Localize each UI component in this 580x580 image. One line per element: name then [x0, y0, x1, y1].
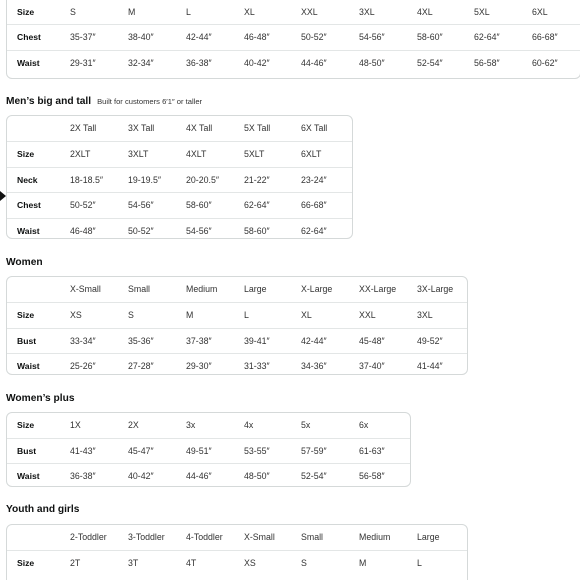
table-cell: XL: [301, 310, 312, 320]
table-cell: 4XL: [417, 7, 433, 17]
row-label-waist: Waist: [17, 225, 40, 236]
mens-size-table: [6, 0, 580, 79]
row-label-neck: Neck: [17, 174, 38, 185]
row-label-size: Size: [17, 310, 35, 320]
row-label-waist: Waist: [17, 471, 40, 481]
table-cell: 5x: [301, 420, 311, 430]
table-cell: L: [186, 7, 191, 17]
table-row-waist: [7, 50, 580, 76]
table-cell: 5XLT: [244, 149, 265, 159]
table-cell: 2-Toddler: [70, 532, 107, 542]
table-cell: 4T: [186, 558, 197, 568]
table-cell: 62-64″: [474, 32, 500, 42]
table-cell: 58-60″: [417, 32, 443, 42]
table-cell: 50-52″: [301, 32, 327, 42]
table-cell: 40-42″: [128, 471, 154, 481]
table-cell: 41-43″: [70, 445, 96, 456]
section-title-youth-girls: [6, 504, 79, 515]
table-row-chest: [7, 24, 580, 50]
table-row-size: [7, 302, 467, 328]
table-cell: 35-37″: [70, 32, 96, 42]
table-cell: 54-56″: [359, 32, 385, 42]
youth-girls-size-table: [6, 524, 468, 580]
row-label-waist: Waist: [17, 57, 40, 68]
table-cell: 21-22″: [244, 174, 270, 185]
section-title-text: Women’s plus: [6, 393, 75, 404]
table-row-waist: [7, 218, 352, 240]
table-cell: 54-56″: [128, 200, 154, 210]
table-cell: 4X Tall: [186, 123, 213, 133]
table-cell: 44-46″: [301, 57, 327, 68]
table-cell: X-Small: [70, 284, 101, 294]
table-cell: S: [70, 7, 76, 17]
table-cell: 52-54″: [301, 471, 327, 481]
table-row-bust: [7, 328, 467, 354]
table-cell: 61-63″: [359, 445, 385, 456]
table-cell: 6x: [359, 420, 369, 430]
table-row-size: [7, 0, 580, 24]
table-cell: 6X Tall: [301, 123, 328, 133]
table-cell: 3X Tall: [128, 123, 155, 133]
table-cell: XS: [244, 558, 256, 568]
table-cell: 53-55″: [244, 445, 270, 456]
table-row-waist: [7, 463, 410, 487]
table-cell: 49-51″: [186, 445, 212, 456]
table-cell: Small: [128, 284, 150, 294]
table-cell: 49-52″: [417, 335, 443, 346]
table-row-size: [7, 550, 467, 576]
table-cell: XXL: [359, 310, 376, 320]
women-size-table: [6, 276, 468, 375]
table-cell: 58-60″: [244, 225, 270, 236]
table-cell: 3x: [186, 420, 196, 430]
table-cell: X-Large: [301, 284, 333, 294]
table-cell: 18-18.5″: [70, 174, 103, 185]
table-cell: 36-38″: [186, 57, 212, 68]
table-cell: 66-68″: [301, 200, 327, 210]
table-cell: 60-62″: [532, 57, 558, 68]
table-cell: 2XLT: [70, 149, 91, 159]
row-label-waist: Waist: [17, 361, 40, 371]
table-cell: 6XL: [532, 7, 548, 17]
table-cell: 62-64″: [301, 225, 327, 236]
table-cell: 6XLT: [301, 149, 322, 159]
table-cell: 34-36″: [301, 361, 327, 371]
table-cell: 33-34″: [70, 335, 96, 346]
table-cell: 37-40″: [359, 361, 385, 371]
table-cell: L: [244, 310, 249, 320]
table-cell: 50-52″: [70, 200, 96, 210]
table-cell: 3X-Large: [417, 284, 454, 294]
table-cell: 42-44″: [301, 335, 327, 346]
table-cell: 48-50″: [359, 57, 385, 68]
table-cell: M: [359, 558, 367, 568]
table-cell: 32-34″: [128, 57, 154, 68]
table-cell: X-Small: [244, 532, 275, 542]
section-title-text: Men’s big and tall: [6, 96, 92, 107]
table-cell: 3XLT: [128, 149, 149, 159]
table-row-bust: [7, 438, 410, 464]
table-cell: 1X: [70, 420, 81, 430]
table-cell: 5X Tall: [244, 123, 271, 133]
table-row-size: [7, 413, 410, 438]
table-cell: 39-41″: [244, 335, 270, 346]
table-cell: 37-38″: [186, 335, 212, 346]
mens-big-tall-table: [6, 115, 353, 239]
table-cell: 31-33″: [244, 361, 270, 371]
table-cell: S: [128, 310, 134, 320]
table-cell: 23-24″: [301, 174, 327, 185]
table-cell: 3-Toddler: [128, 532, 165, 542]
table-cell: 2T: [70, 558, 81, 568]
table-cell: 4-Toddler: [186, 532, 223, 542]
section-title-womens-plus: [6, 393, 75, 404]
table-cell: Medium: [359, 532, 391, 542]
table-cell: 29-31″: [70, 57, 96, 68]
table-cell: 2X Tall: [70, 123, 97, 133]
table-cell: 48-50″: [244, 471, 270, 481]
table-cell: XXL: [301, 7, 318, 17]
section-title-text: Women: [6, 257, 43, 268]
table-cell: 20-20.5″: [186, 174, 219, 185]
table-cell: 40-42″: [244, 57, 270, 68]
table-header-row: [7, 116, 352, 141]
scroll-left-arrow-icon[interactable]: [0, 191, 6, 201]
table-cell: 3T: [128, 558, 139, 568]
table-header-row: [7, 277, 467, 302]
table-cell: XL: [244, 7, 255, 17]
table-cell: S: [301, 558, 307, 568]
table-cell: 52-54″: [417, 57, 443, 68]
row-label-chest: Chest: [17, 200, 41, 210]
table-cell: Medium: [186, 284, 218, 294]
table-cell: 58-60″: [186, 200, 212, 210]
table-cell: 25-26″: [70, 361, 96, 371]
row-label-size: Size: [17, 420, 35, 430]
row-label-chest: Chest: [17, 32, 41, 42]
table-row-neck: [7, 167, 352, 193]
section-title-text: Youth and girls: [6, 504, 80, 515]
row-label-size: Size: [17, 149, 35, 159]
table-cell: 27-28″: [128, 361, 154, 371]
table-cell: 66-68″: [532, 32, 558, 42]
row-label-size: Size: [17, 7, 35, 17]
table-cell: XS: [70, 310, 82, 320]
table-cell: 19-19.5″: [128, 174, 161, 185]
section-title-mens-big-tall: [6, 96, 202, 107]
table-cell: 45-47″: [128, 445, 154, 456]
table-cell: 46-48″: [244, 32, 270, 42]
table-row-size: [7, 141, 352, 167]
table-cell: 45-48″: [359, 335, 385, 346]
row-label-bust: Bust: [17, 445, 37, 456]
table-cell: 41-44″: [417, 361, 443, 371]
table-cell: 3XL: [359, 7, 375, 17]
table-cell: 36-38″: [70, 471, 96, 481]
table-cell: Small: [301, 532, 323, 542]
table-cell: 57-59″: [301, 445, 327, 456]
table-cell: 44-46″: [186, 471, 212, 481]
table-cell: 5XL: [474, 7, 490, 17]
table-cell: 56-58″: [359, 471, 385, 481]
table-cell: 56-58″: [474, 57, 500, 68]
table-cell: 62-64″: [244, 200, 270, 210]
table-cell: Large: [244, 284, 267, 294]
table-cell: 3XL: [417, 310, 433, 320]
womens-plus-size-table: [6, 412, 411, 487]
table-cell: 35-36″: [128, 335, 154, 346]
table-cell: 2X: [128, 420, 139, 430]
table-cell: 50-52″: [128, 225, 154, 236]
table-cell: M: [128, 7, 136, 17]
table-cell: 4XLT: [186, 149, 207, 159]
table-header-row: [7, 525, 467, 550]
table-cell: 4x: [244, 420, 254, 430]
table-cell: L: [417, 558, 422, 568]
table-cell: M: [186, 310, 194, 320]
table-cell: Large: [417, 532, 440, 542]
table-row-waist: [7, 353, 467, 375]
table-row-chest: [7, 192, 352, 218]
section-title-women: [6, 257, 43, 268]
table-cell: 38-40″: [128, 32, 154, 42]
table-cell: 46-48″: [70, 225, 96, 236]
table-cell: 54-56″: [186, 225, 212, 236]
row-label-bust: Bust: [17, 335, 37, 346]
table-cell: 29-30″: [186, 361, 212, 371]
section-note: Built for customers 6′1″ or taller: [97, 97, 203, 106]
table-cell: 42-44″: [186, 32, 212, 42]
row-label-size: Size: [17, 558, 35, 568]
table-cell: XX-Large: [359, 284, 397, 294]
